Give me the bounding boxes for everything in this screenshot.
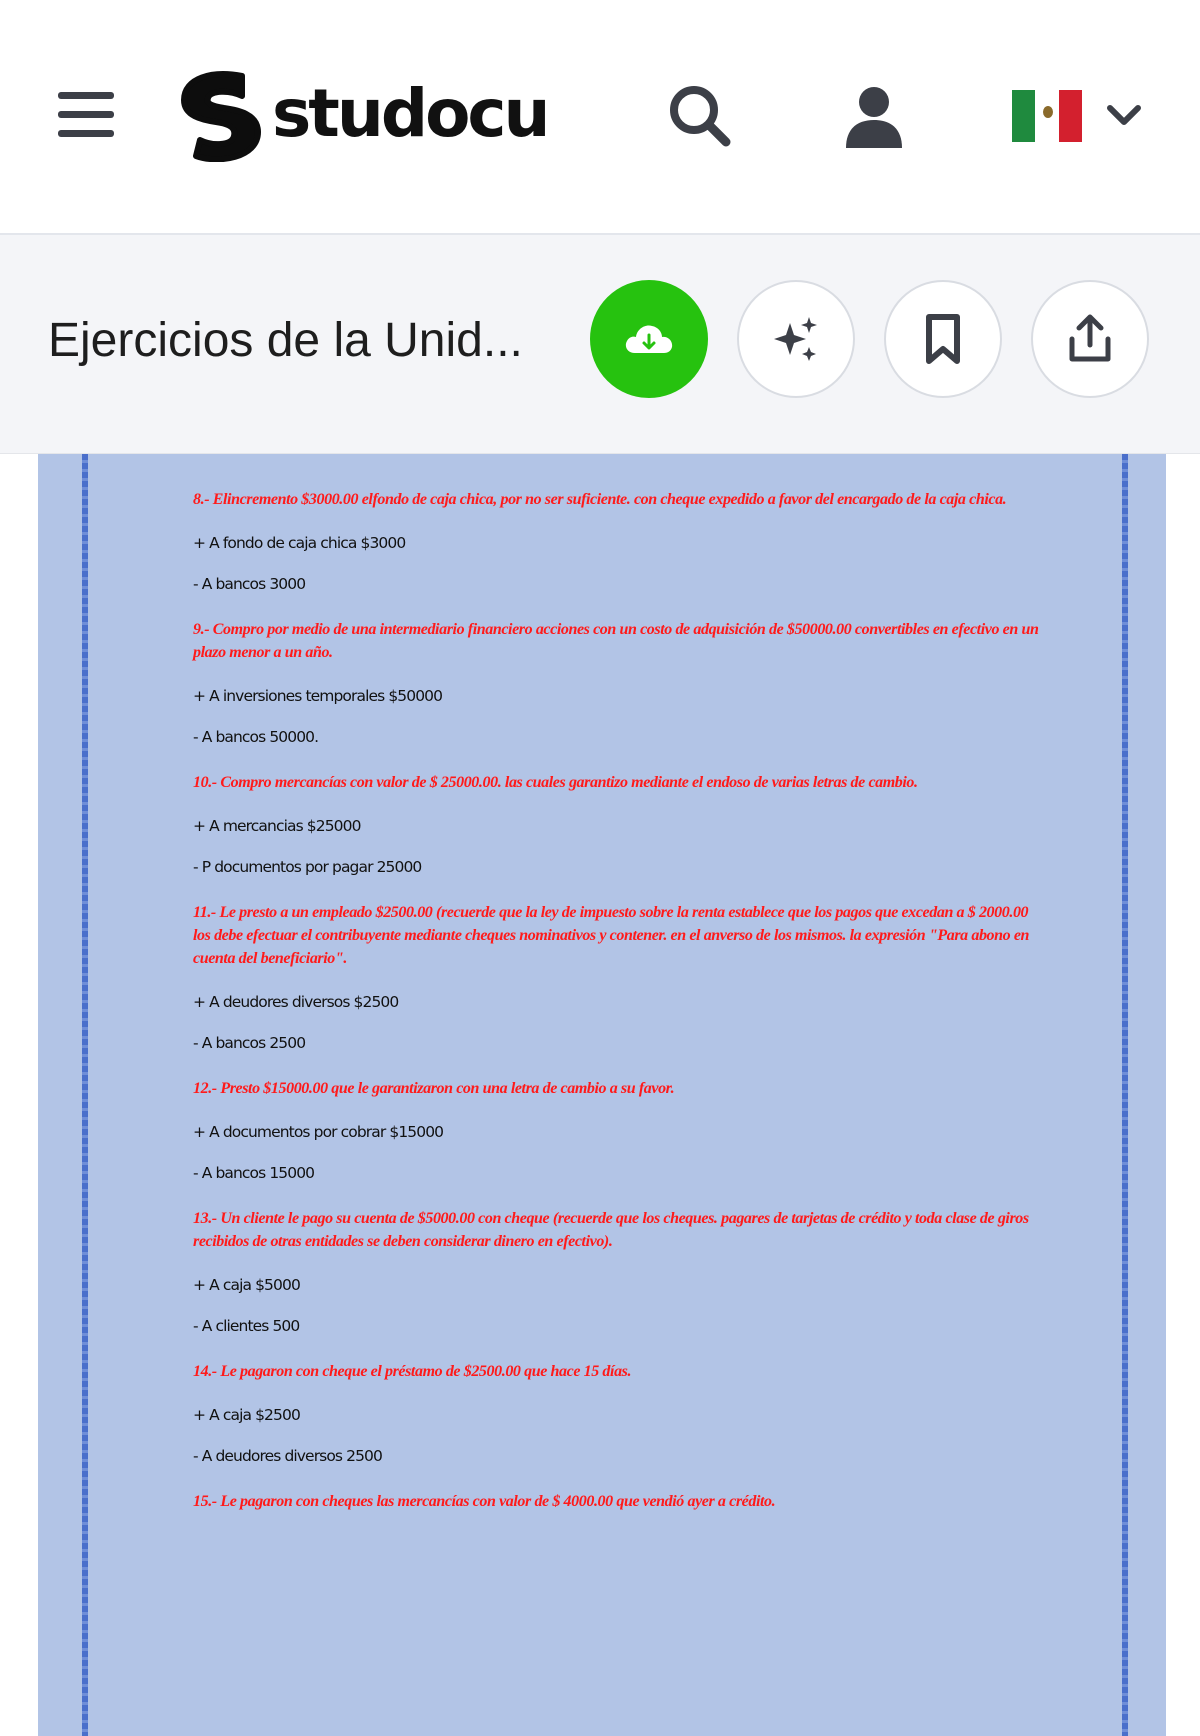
document-viewer[interactable] bbox=[0, 454, 1200, 1736]
chevron-down-icon bbox=[1104, 96, 1144, 136]
exercise-question: 15.- Le pagaron con cheques las mercancías con valor de $ 4000.00 que vendió ayer a crédito. bbox=[193, 1493, 776, 1510]
ai-sparkle-icon bbox=[768, 311, 824, 367]
journal-entry: - A clientes 500 bbox=[193, 1317, 300, 1335]
logo-text: studocu bbox=[272, 75, 548, 152]
cloud-download-icon bbox=[621, 311, 677, 367]
flag-mexico-icon bbox=[1012, 90, 1082, 142]
download-button[interactable] bbox=[590, 280, 708, 398]
studocu-logo-mark bbox=[172, 66, 268, 162]
bookmark-icon bbox=[915, 311, 971, 367]
journal-entry: - A deudores diversos 2500 bbox=[193, 1447, 382, 1465]
menu-icon[interactable] bbox=[58, 92, 114, 138]
journal-entry: + A caja $5000 bbox=[193, 1276, 300, 1294]
share-button[interactable] bbox=[1031, 280, 1149, 398]
top-header bbox=[0, 0, 1200, 235]
journal-entry: + A caja $2500 bbox=[193, 1406, 300, 1424]
language-selector[interactable] bbox=[1012, 88, 1152, 144]
exercise-question: 14.- Le pagaron con cheque el préstamo de $2500.00 que hace 15 días. bbox=[193, 1363, 632, 1380]
journal-entry: + A inversiones temporales $50000 bbox=[193, 687, 443, 705]
journal-entry: + A fondo de caja chica $3000 bbox=[193, 534, 406, 552]
exercise-question: 11.- Le presto a un empleado $2500.00 (recuerde que la ley de impuesto sobre la renta establece que los pagos que excedan a $ 2000.00 los debe efectuar el contribuyente mediante cheques nominativos y contener. en el anverso de los mismos. la expresión "Para abono en cuenta del beneficiario". bbox=[193, 904, 1030, 967]
journal-entry: - A bancos 15000 bbox=[193, 1164, 315, 1182]
journal-entry: + A deudores diversos $2500 bbox=[193, 993, 399, 1011]
exercise-question: 9.- Compro por medio de una intermediario financiero acciones con un costo de adquisición de $50000.00 convertibles en efectivo en un plazo menor a un año. bbox=[193, 621, 1039, 661]
journal-entry: + A mercancias $25000 bbox=[193, 817, 361, 835]
journal-entry: - A bancos 50000. bbox=[193, 728, 319, 746]
exercise-question: 13.- Un cliente le pago su cuenta de $5000.00 con cheque (recuerde que los cheques. pagares de tarjetas de crédito y toda clase de giros recibidos de otras entidades se deben considerar dinero en efectivo). bbox=[193, 1210, 1029, 1250]
bookmark-button[interactable] bbox=[884, 280, 1002, 398]
exercise-question: 10.- Compro mercancías con valor de $ 25000.00. las cuales garantizo mediante el endoso de varias letras de cambio. bbox=[193, 774, 918, 791]
studocu-logo[interactable] bbox=[172, 66, 548, 162]
exercise-question: 8.- Elincremento $3000.00 elfondo de caja chica, por no ser suficiente. con cheque expedido a favor del encargado de la caja chica. bbox=[193, 491, 1007, 508]
journal-entry: + A documentos por cobrar $15000 bbox=[193, 1123, 444, 1141]
document-title: Ejercicios de la Unid... bbox=[48, 314, 523, 367]
ai-assistant-button[interactable] bbox=[737, 280, 855, 398]
document-page bbox=[38, 454, 1166, 1736]
search-icon[interactable] bbox=[664, 80, 736, 152]
journal-entry: - P documentos por pagar 25000 bbox=[193, 858, 422, 876]
exercise-question: 12.- Presto $15000.00 que le garantizaron con una letra de cambio a su favor. bbox=[193, 1080, 675, 1097]
journal-entry: - A bancos 2500 bbox=[193, 1034, 306, 1052]
share-icon bbox=[1062, 311, 1118, 367]
document-content bbox=[193, 488, 1043, 1535]
user-icon[interactable] bbox=[838, 80, 910, 152]
journal-entry: - A bancos 3000 bbox=[193, 575, 306, 593]
